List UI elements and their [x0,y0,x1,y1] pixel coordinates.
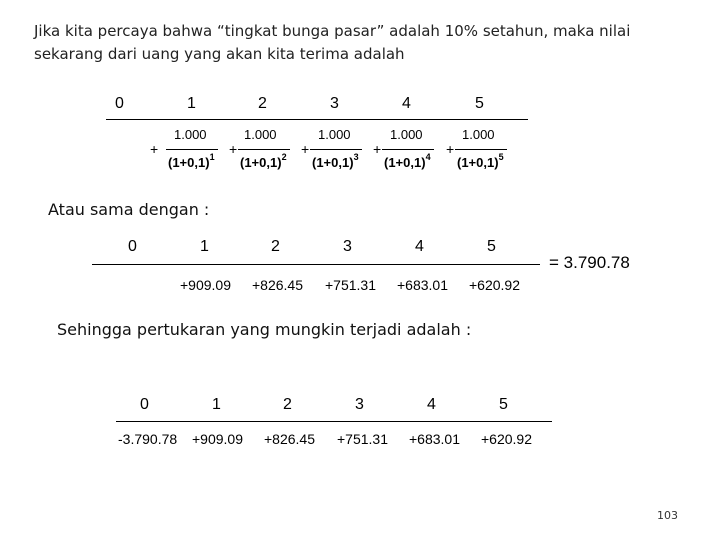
exponent: 3 [353,152,359,162]
plus-sign: + [446,141,455,157]
fraction-numerator-4: 1.000 [390,127,423,142]
fraction-bar-5 [455,149,507,150]
timeline-axis-line [106,119,528,120]
exchange-value-0: -3.790.78 [118,431,178,447]
plus-sign: + [373,141,382,157]
fraction-numerator-2: 1.000 [244,127,277,142]
period-label-4: 4 [415,238,424,255]
fraction-denominator-1 [168,152,215,170]
fraction-denominator-3 [312,152,359,170]
period-label-1: 1 [187,95,196,112]
exchange-heading: Sehingga pertukaran yang mungkin terjadi adalah : [57,320,472,339]
period-label-0: 0 [140,396,149,413]
total-present-value: = 3.790.78 [549,253,630,272]
period-label-1: 1 [200,238,209,255]
exchange-value-1: +909.09 [192,431,243,447]
page-number: 103 [657,509,678,522]
period-label-3: 3 [355,396,364,413]
fraction-bar-3 [310,149,362,150]
plus-sign: + [150,141,159,157]
exponent: 2 [281,152,287,162]
period-label-2: 2 [271,238,280,255]
period-label-1: 1 [212,396,221,413]
plus-sign: + [229,141,238,157]
period-label-2: 2 [258,95,267,112]
exchange-value-3: +751.31 [337,431,388,447]
equivalent-heading: Atau sama dengan : [48,200,210,219]
timeline-axis-line [92,264,540,265]
fraction-denominator-5 [457,152,504,170]
period-label-5: 5 [499,396,508,413]
period-label-3: 3 [330,95,339,112]
exchange-value-2: +826.45 [264,431,315,447]
fraction-bar-1 [166,149,218,150]
exponent: 1 [209,152,215,162]
fraction-bar-4 [382,149,434,150]
exponent: 4 [425,152,431,162]
present-value-5: +620.92 [469,277,520,293]
denominator-base: (1+0,1) [384,155,426,170]
timeline-axis-line [116,421,552,422]
period-label-0: 0 [128,238,137,255]
fraction-denominator-2 [240,152,287,170]
fraction-numerator-3: 1.000 [318,127,351,142]
denominator-base: (1+0,1) [168,155,210,170]
exchange-value-4: +683.01 [409,431,460,447]
period-label-5: 5 [487,238,496,255]
present-value-2: +826.45 [252,277,303,293]
period-label-4: 4 [402,95,411,112]
exponent: 5 [498,152,504,162]
denominator-base: (1+0,1) [240,155,282,170]
fraction-denominator-4 [384,152,431,170]
period-label-4: 4 [427,396,436,413]
denominator-base: (1+0,1) [312,155,354,170]
period-label-0: 0 [115,95,124,112]
present-value-1: +909.09 [180,277,231,293]
fraction-bar-2 [238,149,290,150]
period-label-3: 3 [343,238,352,255]
period-label-5: 5 [475,95,484,112]
fraction-numerator-1: 1.000 [174,127,207,142]
present-value-3: +751.31 [325,277,376,293]
plus-sign: + [301,141,310,157]
intro-paragraph: Jika kita percaya bahwa “tingkat bunga pasar” adalah 10% setahun, maka nilai sekarang dari uang yang akan kita terima adalah [34,22,631,63]
present-value-4: +683.01 [397,277,448,293]
exchange-value-5: +620.92 [481,431,532,447]
fraction-numerator-5: 1.000 [462,127,495,142]
denominator-base: (1+0,1) [457,155,499,170]
period-label-2: 2 [283,396,292,413]
